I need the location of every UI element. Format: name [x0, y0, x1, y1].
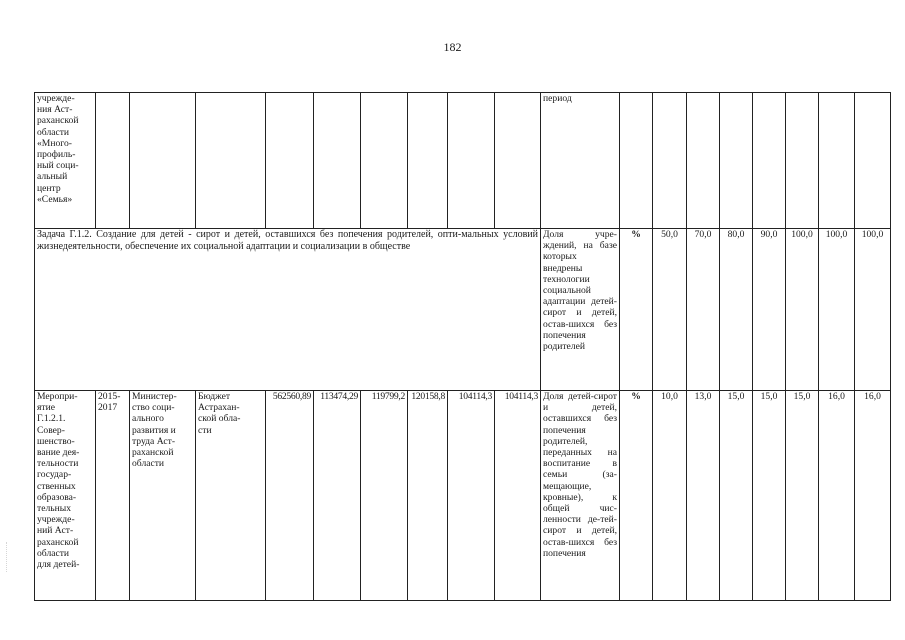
cell-indicator: период	[541, 93, 620, 229]
table-row-activity	[35, 391, 891, 601]
cell-empty	[448, 93, 495, 229]
cell-activity-value: 10,0	[653, 391, 687, 601]
cell-empty	[130, 93, 196, 229]
cell-task-title: Задача Г.1.2. Создание для детей - сирот и детей, оставшихся без попечения родителей, опти-мальных условий жизнедеятельности, обеспечение их социальной адаптации и социализации в обществе	[35, 229, 541, 391]
cell-finance-year: 119799,2	[361, 391, 408, 601]
cell-activity-name: Меропри- ятие Г.1.2.1. Совер- шенство- вание дея- тельности государ- ственных образова- тельных учрежде- ний Аст- раханской области для детей-	[35, 391, 96, 601]
cell-empty	[408, 93, 448, 229]
cell-task-value: 50,0	[653, 229, 687, 391]
cell-finance-total: 562560,89	[266, 391, 314, 601]
cell-activity-value: 16,0	[819, 391, 855, 601]
cell-activity-value: 13,0	[687, 391, 720, 601]
cell-finance-year: 104114,3	[448, 391, 495, 601]
cell-institution-name: учрежде- ния Аст- раханской области «Много- профиль- ный соци- альный центр «Семья»	[35, 93, 96, 229]
cell-task-indicator: Доля учре-ждений, на базе которых внедрены технологии социальной адаптации детей-сирот и детей, остав-шихся без попечения родителей	[541, 229, 620, 391]
cell-task-value: 100,0	[786, 229, 819, 391]
cell-task-value: 80,0	[720, 229, 753, 391]
program-table	[34, 92, 891, 601]
cell-task-unit: %	[620, 229, 653, 391]
scan-artifact	[6, 542, 29, 572]
cell-activity-period: 2015- 2017	[96, 391, 130, 601]
cell-activity-value: 16,0	[855, 391, 891, 601]
cell-task-value: 90,0	[753, 229, 786, 391]
cell-empty	[314, 93, 361, 229]
cell-activity-executor: Министер- ство соци- ального развития и труда Аст- раханской области	[130, 391, 196, 601]
cell-finance-year: 120158,8	[408, 391, 448, 601]
cell-activity-indicator: Доля детей-сирот и детей, оставшихся без попечения родителей, переданных на воспитание в семьи (за-мещающие, кровные), к общей чис-ленности де-тей-сирот и детей, остав-шихся без попечения	[541, 391, 620, 601]
cell-finance-year: 104114,3	[495, 391, 541, 601]
cell-activity-value: 15,0	[786, 391, 819, 601]
cell-finance-year: 113474,29	[314, 391, 361, 601]
cell-activity-unit: %	[620, 391, 653, 601]
cell-activity-value: 15,0	[753, 391, 786, 601]
table-row-task	[35, 229, 891, 391]
cell-empty	[196, 93, 266, 229]
cell-empty	[653, 93, 687, 229]
cell-task-value: 100,0	[855, 229, 891, 391]
page-number: 182	[443, 40, 462, 54]
cell-empty	[495, 93, 541, 229]
cell-task-value: 100,0	[819, 229, 855, 391]
cell-activity-value: 15,0	[720, 391, 753, 601]
cell-empty	[819, 93, 855, 229]
cell-empty	[720, 93, 753, 229]
cell-empty	[620, 93, 653, 229]
cell-empty	[687, 93, 720, 229]
table-row-institution	[35, 93, 891, 229]
cell-empty	[753, 93, 786, 229]
cell-empty	[855, 93, 891, 229]
cell-empty	[96, 93, 130, 229]
cell-empty	[361, 93, 408, 229]
cell-task-value: 70,0	[687, 229, 720, 391]
cell-empty	[266, 93, 314, 229]
cell-activity-source: Бюджет Астрахан- ской обла- сти	[196, 391, 266, 601]
cell-empty	[786, 93, 819, 229]
